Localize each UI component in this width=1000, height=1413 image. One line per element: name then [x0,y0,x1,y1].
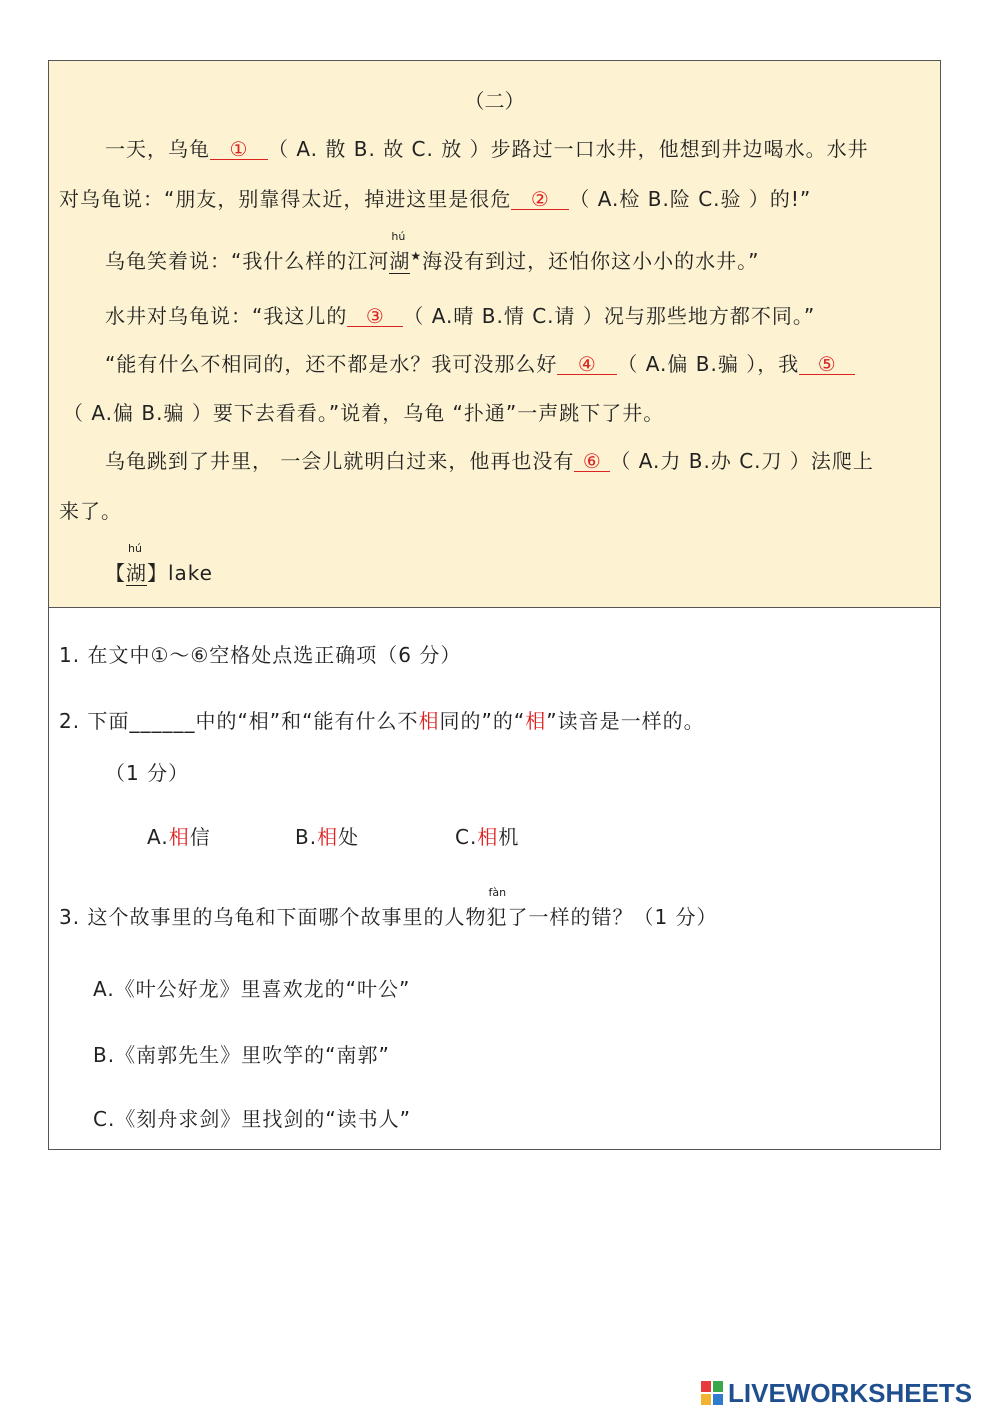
passage-line-6: （ A.偏 B.骗 ）要下去看看。”说着，乌龟 “扑通”一声跳下了井。 [63,401,665,425]
blank-4[interactable]: ④ [557,354,617,375]
passage-line-4: 水井对乌龟说：“我这儿的 ③ （ A.晴 B.情 C.请 ）况与那些地方都不同。” [105,304,816,328]
question-3: 3. 这个故事里的乌龟和下面哪个故事里的人物 fàn 犯了一样的错？（1 分） [59,886,718,929]
passage-line-1: 一天，乌龟 ① （ A. 散 B. 故 C. 放 ）步路过一口水井，他想到井边喝水。水井 [105,137,869,161]
passage-line-5: “能有什么不相同的，还不都是水？我可没那么好 ④ （ A.偏 B.骗 ），我 ⑤ [105,348,855,377]
q2-option-a[interactable]: A.相信 [147,825,211,849]
q3-option-b[interactable]: B.《南郭先生》里吹竽的“南郭” [93,1043,390,1067]
question-2-score: （1 分） [105,761,190,785]
passage-line-7: 乌龟跳到了井里， 一会儿就明白过来，他再也没有 ⑥ （ A.力 B.办 C.刀 ）法爬上 [105,449,874,473]
passage-line-3: 乌龟笑着说：“我什么样的江河 hú 湖★海没有到过，还怕你这小小的水井。” [105,230,760,273]
fan-word: fàn 犯 [486,886,508,929]
star-icon: ★ [410,249,423,263]
gloss-note: 【 hú 湖】lake [105,542,213,585]
passage-line-2: 对乌龟说：“朋友，别靠得太近，掉进这里是很危 ② （ A.检 B.险 C.验 ）的!” [59,187,812,211]
q3-option-a[interactable]: A.《叶公好龙》里喜欢龙的“叶公” [93,977,411,1001]
worksheet-box [48,60,941,1150]
question-2: 2. 下面______中的“相”和“能有什么不相同的”的“相”读音是一样的。 [59,709,705,733]
q3-option-c[interactable]: C.《刻舟求剑》里找剑的“读书人” [93,1107,412,1131]
hu-word: hú 湖 [389,230,411,273]
reading-passage [49,61,940,608]
question-1: 1. 在文中①～⑥空格处点选正确项（6 分） [59,643,462,667]
q2-option-b[interactable]: B.相处 [295,825,360,849]
brand-name[interactable]: LIVEWORKSHEETS [728,1378,973,1408]
passage-line-8: 来了。 [59,499,122,523]
passage-title: （二） [464,89,525,113]
blank-3[interactable]: ③ [347,306,403,327]
liveworksheets-logo-icon [701,1381,723,1405]
blank-6[interactable]: ⑥ [574,451,610,472]
blank-5[interactable]: ⑤ [799,354,855,375]
q2-option-c[interactable]: C.相机 [455,825,520,849]
blank-1[interactable]: ① [210,139,268,160]
gloss-word: hú 湖 [126,542,147,585]
blank-2[interactable]: ② [511,189,569,210]
